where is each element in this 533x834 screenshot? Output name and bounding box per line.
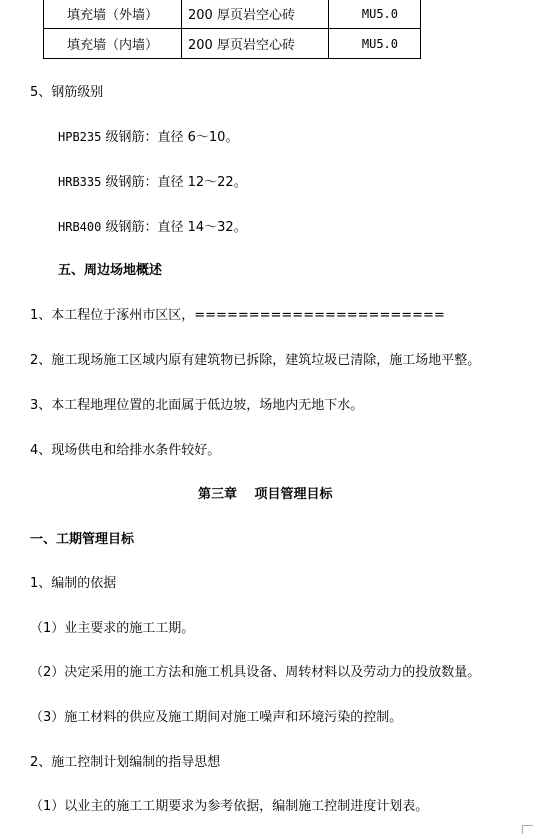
site-item: 2、施工现场施工区域内原有建筑物已拆除，建筑垃圾已清除，施工场地平整。	[30, 353, 481, 368]
basis-item: （3）施工材料的供应及施工期间对施工噪声和环境污染的控制。	[30, 710, 403, 725]
wall-material-table	[43, 0, 421, 59]
site-item: 4、现场供电和给排水条件较好。	[30, 443, 221, 458]
rebar-code: HRB400	[58, 220, 102, 234]
table-row	[44, 0, 421, 29]
basis-item: （2）决定采用的施工方法和施工机具设备、周转材料以及劳动力的投放数量。	[30, 665, 481, 680]
rebar-text: 级钢筋：直径 14～32。	[101, 220, 247, 235]
site-item: 1、本工程位于涿州市区区，=======================	[30, 308, 445, 323]
table-cell-grade: MU5.0	[329, 0, 421, 29]
rebar-item	[58, 129, 238, 146]
table-cell-part: 填充墙（外墙）	[44, 0, 182, 29]
table-cell-material: 200 厚页岩空心砖	[182, 29, 329, 59]
guide-heading: 2、施工控制计划编制的指导思想	[30, 755, 221, 770]
basis-item: （1）业主要求的施工工期。	[30, 621, 195, 636]
site-item: 3、本工程地理位置的北面属于低边坡，场地内无地下水。	[30, 398, 364, 413]
site-heading: 五、周边场地概述	[58, 263, 163, 278]
rebar-item	[58, 219, 247, 236]
rebar-code: HRB335	[58, 175, 102, 189]
rebar-code: HPB235	[58, 130, 102, 144]
rebar-item	[58, 174, 247, 191]
rebar-heading: 5、钢筋级别	[30, 85, 104, 100]
table-cell-grade: MU5.0	[329, 29, 421, 59]
page-corner-mark	[522, 825, 533, 834]
guide-item: （1）以业主的施工工期要求为参考依据，编制施工控制进度计划表。	[30, 799, 429, 814]
schedule-heading: 一、工期管理目标	[30, 532, 135, 547]
basis-heading: 1、编制的依据	[30, 576, 117, 591]
chapter-title: 第三章 项目管理目标	[198, 487, 333, 502]
table-cell-material: 200 厚页岩空心砖	[182, 0, 329, 29]
rebar-text: 级钢筋：直径 6～10。	[101, 130, 239, 145]
table-row	[44, 29, 421, 59]
table-cell-part: 填充墙（内墙）	[44, 29, 182, 59]
rebar-text: 级钢筋：直径 12～22。	[101, 175, 247, 190]
